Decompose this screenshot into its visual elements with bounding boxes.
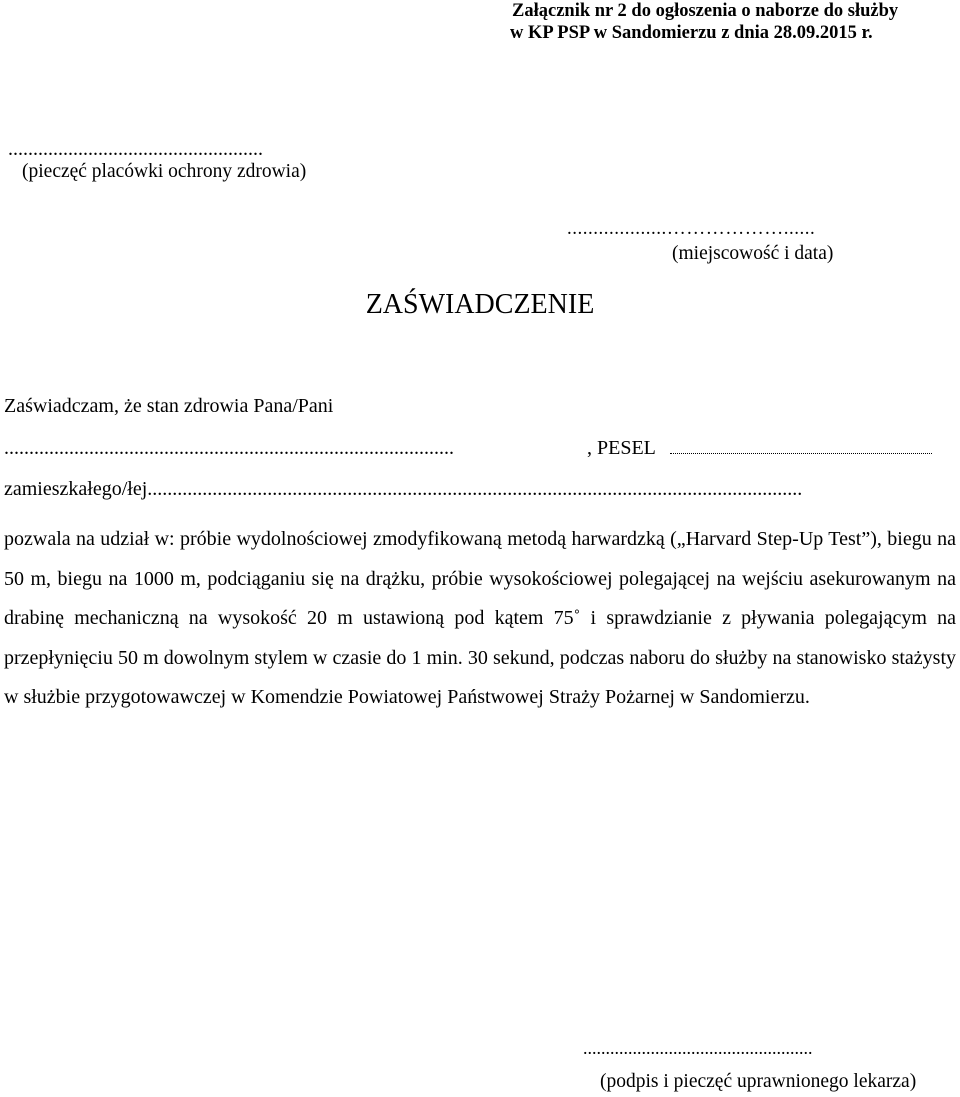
address-dots: ................................................................................................................................... xyxy=(147,478,803,500)
name-pesel-line xyxy=(4,437,932,460)
pesel-blank xyxy=(670,437,932,454)
place-date-dots: ...................………………...... xyxy=(567,218,816,239)
signature-dots: ................................................... xyxy=(583,1038,813,1058)
address-line xyxy=(4,478,907,501)
signature-label: (podpis i pieczęć uprawnionego lekarza) xyxy=(600,1071,917,1092)
annex-header xyxy=(480,0,950,44)
address-label: zamieszkałego/łej xyxy=(4,478,148,500)
certify-intro: Zaświadczam, że stan zdrowia Pana/Pani xyxy=(4,395,334,417)
pesel-label: , PESEL xyxy=(587,437,656,459)
annex-header-line-1: Załącznik nr 2 do ogłoszenia o naborze do służby xyxy=(512,1,899,21)
certificate-body: pozwala na udział w: próbie wydolnościowej zmodyfikowaną metodą harwardzką („Harvard Step-Up Test”), biegu na 50 m, biegu na 1000 m, podciąganiu się na drążku, próbie wysokościowej polegającej na wejściu asekurowanym na drabinę mechaniczną na wysokość 20 m ustawioną pod kątem 75˚ i sprawdzianie z pływania polegającym na przepłynięciu 50 m dowolnym stylem w czasie do 1 min. 30 sekund, podczas naboru do służby na stanowisko stażysty w służbie przygotowawczej w Komendzie Powiatowej Państwowej Straży Pożarnej w Sandomierzu. xyxy=(4,528,956,708)
clinic-stamp-label: (pieczęć placówki ochrony zdrowia) xyxy=(22,161,307,182)
document-title: ZAŚWIADCZENIE xyxy=(365,289,595,320)
place-date-label: (miejscowość i data) xyxy=(672,243,834,264)
annex-header-line-2: w KP PSP w Sandomierzu z dnia 28.09.2015 r. xyxy=(510,23,873,43)
clinic-stamp-dots: ................................................... xyxy=(8,138,263,160)
name-dots: .......................................................................................... xyxy=(4,437,454,459)
